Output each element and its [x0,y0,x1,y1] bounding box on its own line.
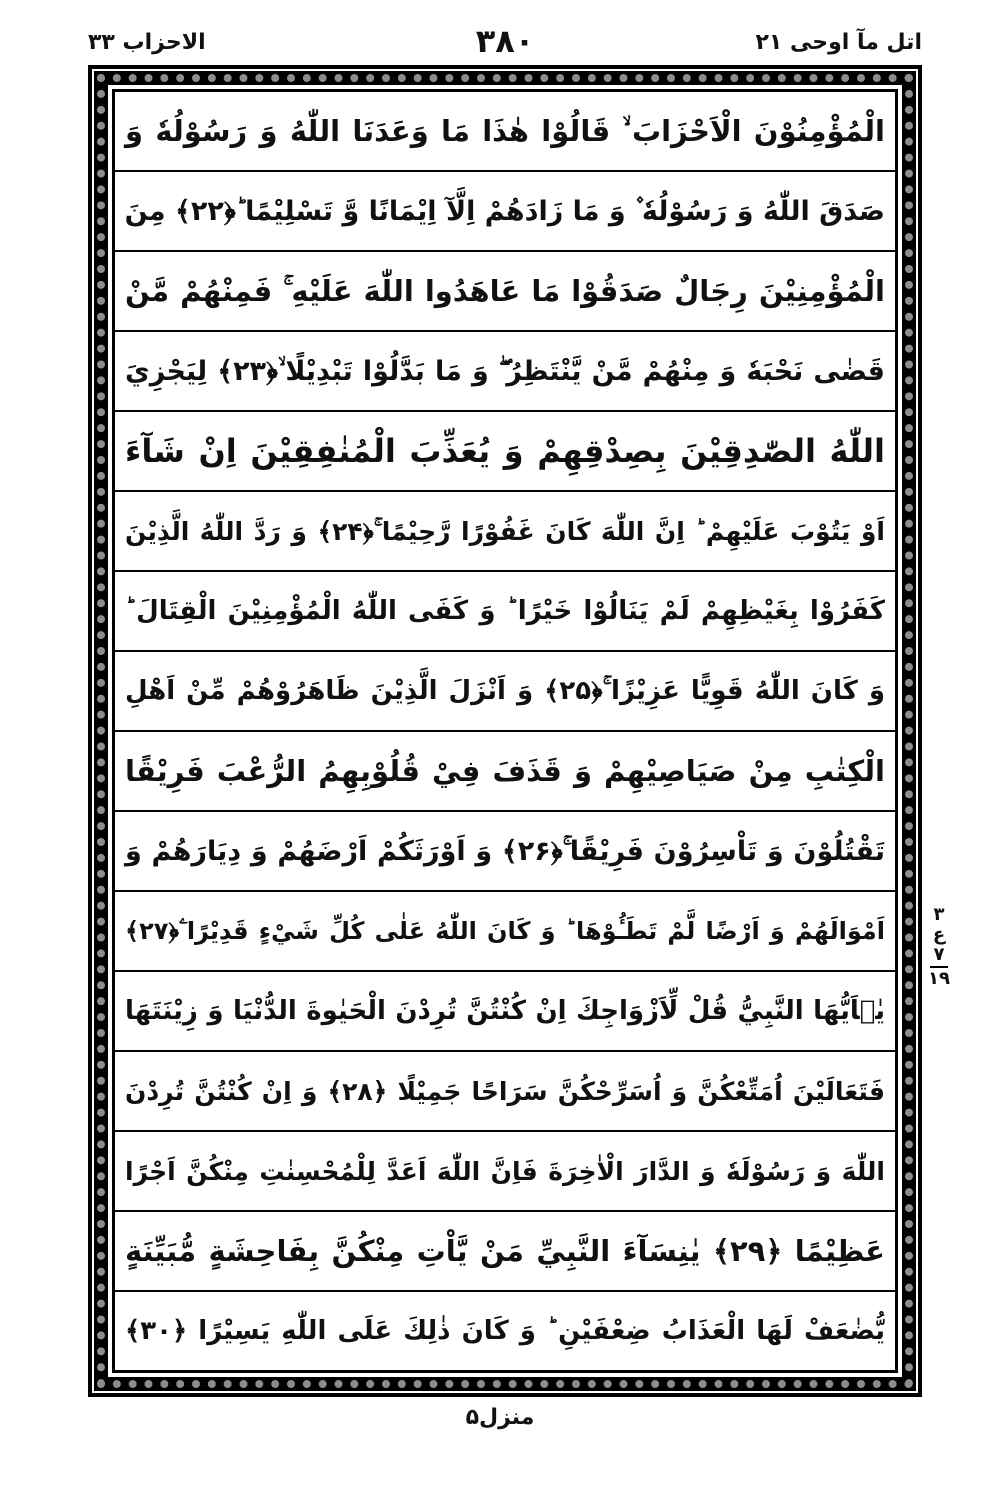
page-header [88,22,922,64]
text-block [112,89,898,1373]
text-line [115,732,895,812]
line-text: فَتَعَالَيْنَ اُمَتِّعْكُنَّ وَ اُسَرِّحْكُنَّ سَرَاحًا جَمِيْلًا ﴿۲۸﴾ وَ اِنْ كُنْتُنَّ تُرِدْنَ [125,1076,885,1106]
text-line [115,332,895,412]
line-text: تَقْتُلُوْنَ وَ تَاْسِرُوْنَ فَرِيْقًا ۚ﴿۲۶﴾ وَ اَوْرَثَكُمْ اَرْضَهُمْ وَ دِيَارَهُمْ وَ [125,835,885,867]
text-line [115,892,895,972]
line-text: اللّٰهَ وَ رَسُوْلَهٗ وَ الدَّارَ الْاٰخِرَةَ فَاِنَّ اللّٰهَ اَعَدَّ لِلْمُحْسِنٰتِ مِنْكُنَّ اَجْرًا [125,1156,885,1186]
text-line [115,1212,895,1292]
text-line [115,812,895,892]
text-line [115,1052,895,1132]
line-text: الْمُؤْمِنِيْنَ رِجَالٌ صَدَقُوْا مَا عَاهَدُوا اللّٰهَ عَلَيْهِ ۚ فَمِنْهُمْ مَّنْ [125,273,885,308]
surah-name: الاحزاب ۳۳ [88,30,206,55]
line-text: وَ كَانَ اللّٰهُ قَوِيًّا عَزِيْزًا ۚ﴿۲۵﴾ وَ اَنْزَلَ الَّذِيْنَ ظَاهَرُوْهُمْ مِّنْ اَهْلِ [125,676,885,706]
line-text: الْمُؤْمِنُوْنَ الْاَحْزَابَ ۙ قَالُوْا هٰذَا مَا وَعَدَنَا اللّٰهُ وَ رَسُوْلُهٗ وَ [125,113,885,148]
text-line [115,1132,895,1212]
text-line [115,492,895,572]
line-text: صَدَقَ اللّٰهُ وَ رَسُوْلُهٗ ۫ وَ مَا زَادَهُمْ اِلَّآ اِيْمَانًا وَّ تَسْلِيْمًا ؕ﴿۲۲﴾ مِنَ [124,195,885,227]
line-text: اَمْوَالَهُمْ وَ اَرْضًا لَّمْ تَطَـُٔوْهَا ؕ وَ كَانَ اللّٰهُ عَلٰى كُلِّ شَيْءٍ قَدِيْرًا ۧ﴿۲۷﴾ [125,917,885,945]
line-text: اللّٰهُ الصّٰدِقِيْنَ بِصِدْقِهِمْ وَ يُعَذِّبَ الْمُنٰفِقِيْنَ اِنْ شَآءَ [125,432,885,470]
manzil-label: منزل۵ [465,1405,535,1430]
ruku-top: ۳ [933,904,945,925]
text-line [115,572,895,652]
ruku-middle: ۷ [933,944,945,965]
ruku-bottom: ۱۹ [928,968,950,989]
line-text: عَظِيْمًا ﴿۲۹﴾ يٰنِسَآءَ النَّبِيِّ مَنْ يَّاْتِ مِنْكُنَّ بِفَاحِشَةٍ مُّبَيِّنَةٍ [125,1233,885,1268]
text-line [115,412,895,492]
line-text: كَفَرُوْا بِغَيْظِهِمْ لَمْ يَنَالُوْا خَيْرًا ؕ وَ كَفَى اللّٰهُ الْمُؤْمِنِيْنَ الْقِتَالَ ؕ [125,596,885,626]
line-text: الْكِتٰبِ مِنْ صَيَاصِيْهِمْ وَ قَذَفَ فِيْ قُلُوْبِهِمُ الرُّعْبَ فَرِيْقًا [125,753,885,788]
text-line [115,172,895,252]
line-text: اَوْ يَتُوْبَ عَلَيْهِمْ ؕ اِنَّ اللّٰهَ كَانَ غَفُوْرًا رَّحِيْمًا ۚ﴿۲۴﴾ وَ رَدَّ اللّٰهُ الَّذِيْنَ [125,516,885,546]
text-line [115,252,895,332]
para-name: اتل مآ اوحی ۲۱ [755,30,922,55]
text-line [115,652,895,732]
ruku-symbol: ع [932,924,946,945]
line-text: قَضٰى نَحْبَهٗ وَ مِنْهُمْ مَّنْ يَّنْتَظِرُ ۖ وَ مَا بَدَّلُوْا تَبْدِيْلًا ۙ﴿۲۳﴾ لِيَجْزِيَ [125,355,885,387]
ornamental-frame [88,65,922,1397]
line-text: يٰۤاَيُّهَا النَّبِيُّ قُلْ لِّاَزْوَاجِكَ اِنْ كُنْتُنَّ تُرِدْنَ الْحَيٰوةَ الدُّنْيَا وَ زِيْنَتَهَا [125,996,885,1026]
text-line [115,972,895,1052]
ruku-marker [925,905,953,989]
line-text: يُّضٰعَفْ لَهَا الْعَذَابُ ضِعْفَيْنِ ؕ وَ كَانَ ذٰلِكَ عَلَى اللّٰهِ يَسِيْرًا ﴿۳۰﴾ [125,1316,885,1346]
page-number: ۳۸۰ [475,22,535,60]
text-line [115,1292,895,1370]
text-line [115,92,895,172]
